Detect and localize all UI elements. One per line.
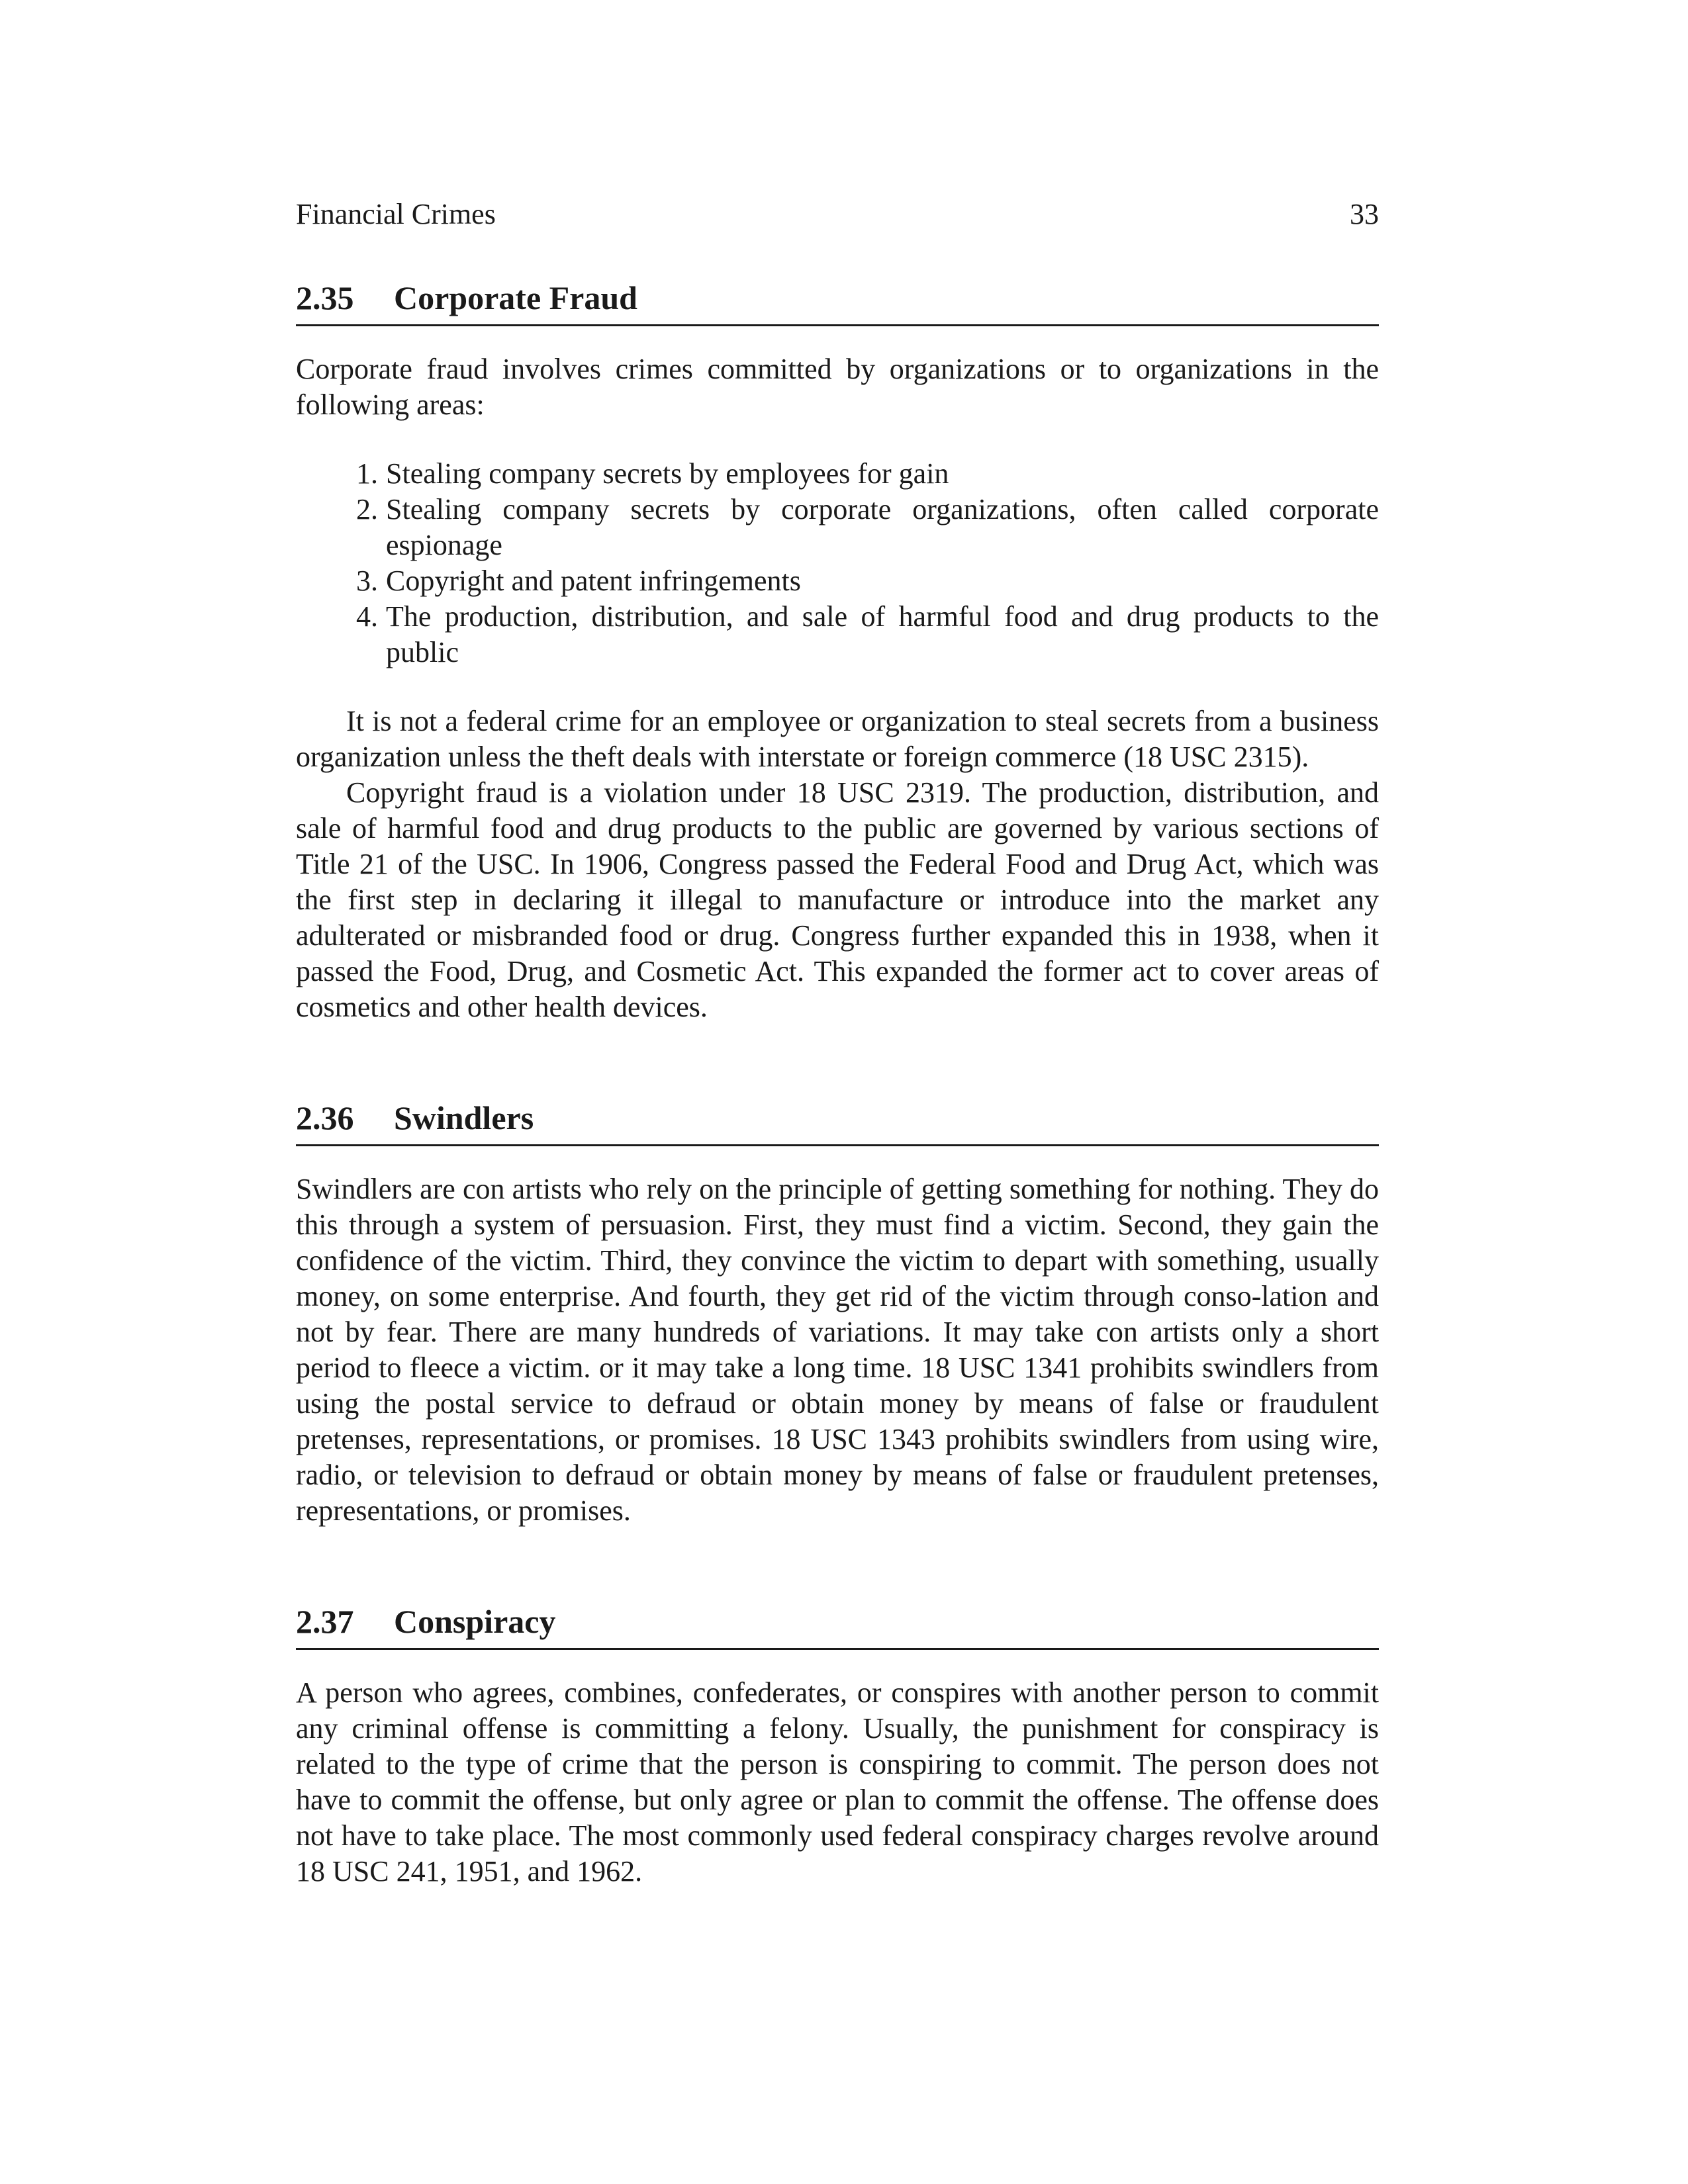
list-item [296,563,1379,599]
section-heading-conspiracy [296,1602,1379,1650]
running-head-title: Financial Crimes [296,198,496,230]
section-heading-corporate-fraud [296,278,1379,326]
list-item [296,492,1379,563]
corporate-fraud-paragraph-1: It is not a federal crime for an employee or organization to steal secrets from a business organization unless the theft deals with interstate or foreign commerce (18 USC 2315). [296,705,1379,773]
list-item-text: Stealing company secrets by employees for gain [386,457,949,490]
section-title: Corporate Fraud [394,279,637,316]
list-item [296,456,1379,492]
section-number: 2.35 [296,279,354,316]
conspiracy-paragraph: A person who agrees, combines, confederates, or conspires with another person to commit any criminal offense is committing a felony. Usually, the punishment for conspiracy is related to the type of crime that the person is conspiring to commit. The person does not have to commit the offense, but only agree or plan to commit the offense. The offense does not have to take place. The most commonly used federal conspiracy charges revolve around 18 USC 241, 1951, and 1962. [296,1676,1379,1888]
corporate-fraud-list [296,456,1379,670]
running-head [296,196,1379,233]
section-number: 2.37 [296,1603,354,1640]
list-item [296,599,1379,670]
swindlers-paragraph: Swindlers are con artists who rely on the principle of getting something for nothing. They do this through a system of persuasion. First, they must find a victim. Second, they gain the confidence of the victim. Third, they convince the victim to depart with something, usually money, on some enterprise. And fourth, they get rid of the victim through conso-lation and not by fear. There are many hundreds of variations. It may take con artists only a short period to fleece a victim. or it may take a long time. 18 USC 1341 prohibits swindlers from using the postal service to defraud or obtain money by means of false or fraudulent pretenses, representations, or promises. 18 USC 1343 prohibits swindlers from using wire, radio, or television to defraud or obtain money by means of false or fraudulent pretenses, representations, or promises. [296,1173,1379,1527]
list-marker: 2. [356,493,378,525]
page-content [296,278,1379,1889]
list-marker: 3. [356,565,378,597]
list-item-text: Stealing company secrets by corporate organizations, often called corporate espionage [386,493,1379,561]
corporate-fraud-intro: Corporate fraud involves crimes committed by organizations or to organizations in the following areas: [296,353,1379,421]
section-spacer [296,1529,1379,1602]
list-item-text: The production, distribution, and sale of harmful food and drug products to the public [386,600,1379,668]
page-number: 33 [1350,198,1379,230]
section-spacer [296,1025,1379,1098]
section-title: Swindlers [394,1099,534,1136]
list-marker: 4. [356,600,378,633]
corporate-fraud-paragraph-2: Copyright fraud is a violation under 18 USC 2319. The production, distribution, and sale of harmful food and drug products to the public are governed by various sections of Title 21 of the USC. In 1906, Congress passed the Federal Food and Drug Act, which was the first step in declaring it illegal to manufacture or introduce into the market any adulterated or misbranded food or drug. Congress further expanded this in 1938, when it passed the Food, Drug, and Cosmetic Act. This expanded the former act to cover areas of cosmetics and other health devices. [296,776,1379,1023]
section-title: Conspiracy [394,1603,556,1640]
section-number: 2.36 [296,1099,354,1136]
section-heading-swindlers [296,1098,1379,1146]
list-item-text: Copyright and patent infringements [386,565,801,597]
list-marker: 1. [356,457,378,490]
